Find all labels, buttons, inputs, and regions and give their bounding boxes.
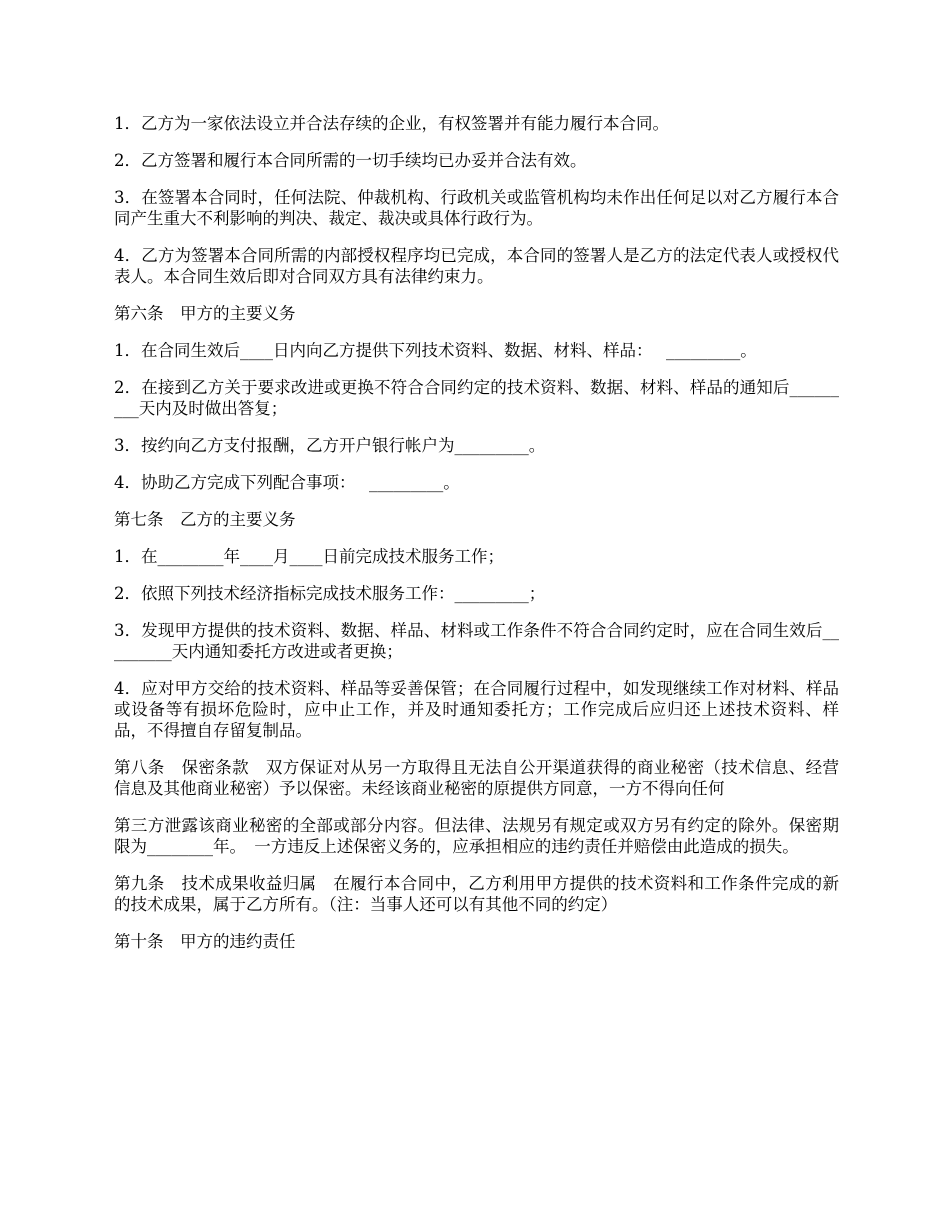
clause-item: 4．协助乙方完成下列配合事项： _________。 (114, 473, 460, 492)
document-body (114, 113, 839, 968)
clause-item: 1．乙方为一家依法设立并合法存续的企业，有权签署并有能力履行本合同。 (114, 114, 669, 133)
clause-item: 3．按约向乙方支付报酬，乙方开户银行帐户为_________。 (114, 436, 546, 455)
clause-item: 3．在签署本合同时，任何法院、仲裁机构、行政机关或监管机构均未作出任何足以对乙方履行本合同产生重大不利影响的判决、裁定、裁决或具体行政行为。 (114, 188, 839, 228)
section-paragraph: 第九条 技术成果收益归属 在履行本合同中，乙方利用甲方提供的技术资料和工作条件完成的新的技术成果，属于乙方所有。（注：当事人还可以有其他不同的约定） (114, 874, 839, 914)
section-heading: 第七条 乙方的主要义务 (114, 510, 296, 529)
clause-item: 1．在合同生效后____日内向乙方提供下列技术资料、数据、材料、样品： _________。 (114, 341, 757, 360)
clause-item: 1．在________年____月____日前完成技术服务工作； (114, 547, 504, 566)
section-paragraph: 第三方泄露该商业秘密的全部或部分内容。但法律、法规另有规定或双方另有约定的除外。保密期限为________年。 一方违反上述保密义务的，应承担相应的违约责任并赔偿由此造成的损失。 (114, 816, 839, 856)
section-paragraph: 第八条 保密条款 双方保证对从另一方取得且无法自公开渠道获得的商业秘密（技术信息、经营信息及其他商业秘密）予以保密。未经该商业秘密的原提供方同意，一方不得向任何 (114, 758, 839, 798)
clause-item: 2．乙方签署和履行本合同所需的一切手续均已办妥并合法有效。 (114, 151, 587, 170)
clause-item: 4．应对甲方交给的技术资料、样品等妥善保管；在合同履行过程中，如发现继续工作对材料、样品或设备等有损坏危险时，应中止工作，并及时通知委托方；工作完成后应归还上述技术资料、样品，不得擅自存留复制品。 (114, 679, 839, 740)
section-heading: 第十条 甲方的违约责任 (114, 932, 296, 951)
section-heading: 第六条 甲方的主要义务 (114, 304, 296, 323)
clause-item: 4．乙方为签署本合同所需的内部授权程序均已完成，本合同的签署人是乙方的法定代表人或授权代表人。本合同生效后即对合同双方具有法律约束力。 (114, 246, 839, 286)
clause-item: 3．发现甲方提供的技术资料、数据、样品、材料或工作条件不符合合同约定时，应在合同生效后_________天内通知委托方改进或者更换； (114, 621, 839, 661)
clause-item: 2．依照下列技术经济指标完成技术服务工作：_________； (114, 584, 546, 603)
clause-item: 2．在接到乙方关于要求改进或更换不符合合同约定的技术资料、数据、材料、样品的通知后_________天内及时做出答复； (114, 378, 839, 418)
